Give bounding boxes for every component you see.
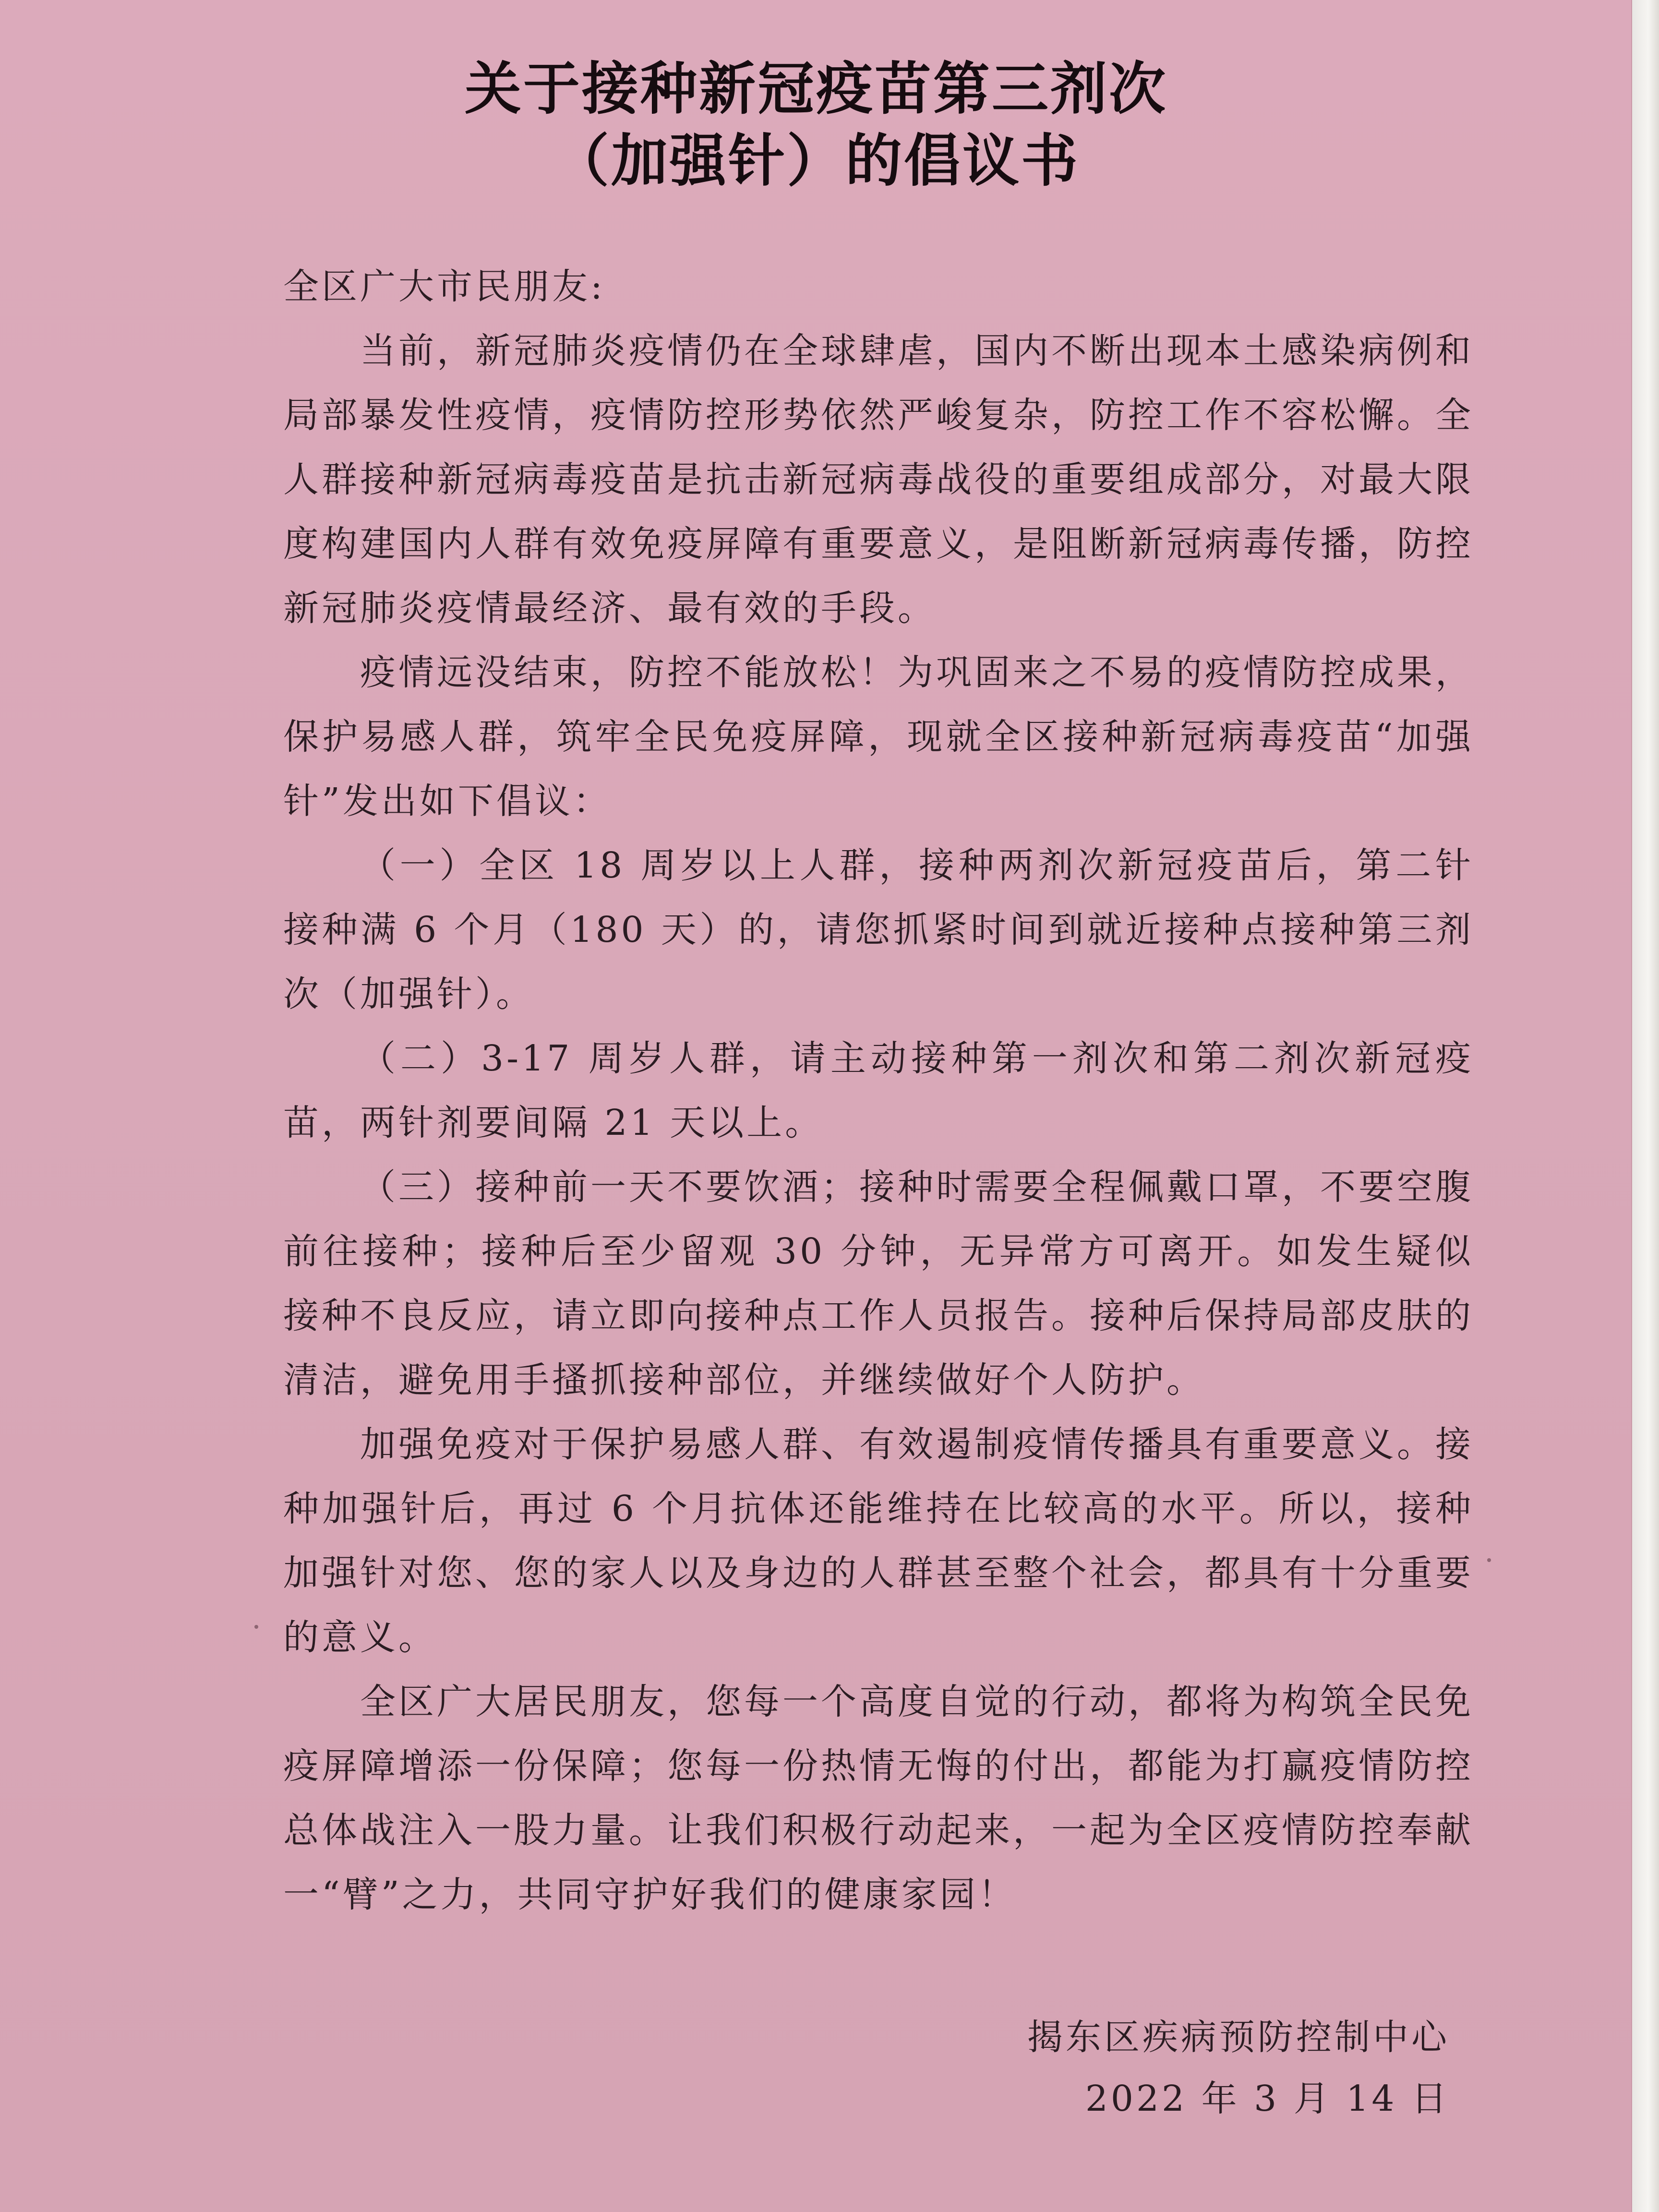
issue-date: 2022 年 3 月 14 日 — [1085, 2078, 1450, 2119]
issuing-organization: 揭东区疾病预防控制中心 — [1027, 2017, 1450, 2058]
paper-speck — [1487, 1558, 1491, 1562]
paragraph-initiative-intro: 疫情远没结束，防控不能放松！为巩固来之不易的疫情防控成果，保护易感人群，筑牢全民免疫屏障，现就全区接种新冠病毒疫苗“加强针”发出如下倡议： — [283, 652, 1474, 822]
title-line-2: （加强针）的倡议书 — [552, 128, 1080, 194]
title-line-1: 关于接种新冠疫苗第三剂次 — [464, 56, 1167, 122]
paragraph-situation: 当前，新冠肺炎疫情仍在全球肆虐，国内不断出现本土感染病例和局部暴发性疫情，疫情防控形势依然严峻复杂，防控工作不容松懈。全人群接种新冠病毒疫苗是抗击新冠病毒战役的重要组成部分，对最大限度构建国内人群有效免疫屏障有重要意义，是阻断新冠病毒传播，防控新冠肺炎疫情最经济、最有效的手段。 — [283, 330, 1474, 629]
salutation: 全区广大市民朋友: — [283, 266, 605, 307]
paper-speck — [254, 1625, 258, 1629]
paragraph-item-1: （一）全区 18 周岁以上人群，接种两剂次新冠疫苗后，第二针接种满 6 个月（180 天）的，请您抓紧时间到就近接种点接种第三剂次（加强针）。 — [283, 845, 1474, 1015]
background-paper-edge — [1631, 0, 1659, 2212]
paragraph-item-2: （二）3-17 周岁人群，请主动接种第一剂次和第二剂次新冠疫苗，两针剂要间隔 21 天以上。 — [283, 1038, 1474, 1143]
paragraph-closing: 全区广大居民朋友，您每一个高度自觉的行动，都将为构筑全民免疫屏障增添一份保障；您每一份热情无悔的付出，都能为打赢疫情防控总体战注入一股力量。让我们积极行动起来，一起为全区疫情防控奉献一“臂”之力，共同守护好我们的健康家园！ — [283, 1681, 1474, 1915]
paragraph-item-3: （三）接种前一天不要饮酒；接种时需要全程佩戴口罩，不要空腹前往接种；接种后至少留观 30 分钟，无异常方可离开。如发生疑似接种不良反应，请立即向接种点工作人员报告。接种后保持局部皮肤的清洁，避免用手搔抓接种部位，并继续做好个人防护。 — [283, 1166, 1474, 1401]
signature-block — [1027, 2007, 1450, 2129]
document-body — [283, 254, 1474, 1927]
document-title — [0, 53, 1632, 197]
paragraph-importance: 加强免疫对于保护易感人群、有效遏制疫情传播具有重要意义。接种加强针后，再过 6 个月抗体还能维持在比较高的水平。所以，接种加强针对您、您的家人以及身边的人群甚至整个社会，都具有十分重要的意义。 — [283, 1424, 1474, 1658]
